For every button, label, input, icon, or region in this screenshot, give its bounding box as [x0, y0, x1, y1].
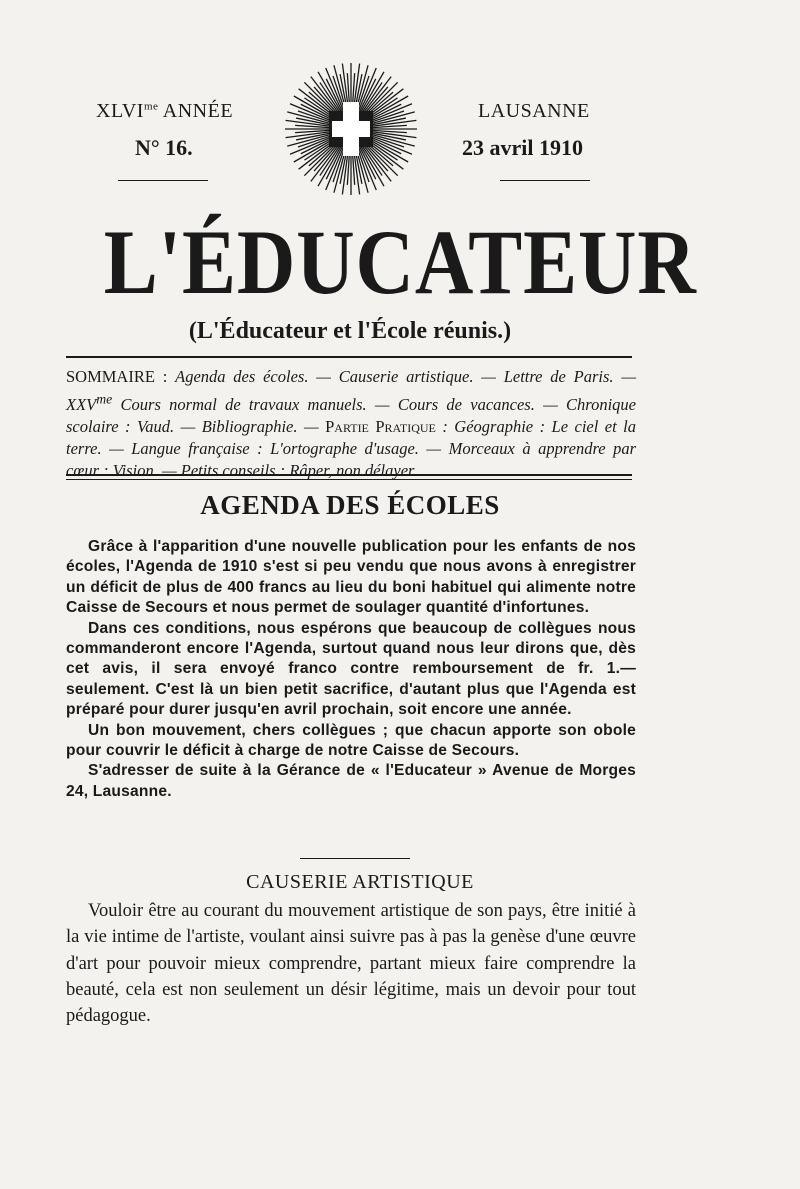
agenda-heading: AGENDA DES ÉCOLES: [200, 490, 500, 520]
partie-pratique: Partie Pratique: [325, 416, 436, 436]
causerie-paragraph: Vouloir être au courant du mouvement artistique de son pays, être initié à la vie intime de l'artiste, voulant ainsi suivre pas à pas la genèse d'une œuvre d'art pour pouvoir mieux comprendre, partant mieux faire comprendre la beauté, cela est non seulement un désir légitime, mais un devoir pour tout pédagogue.: [66, 901, 636, 1027]
radiant-cross-icon: [282, 60, 420, 198]
header-rule-left: [118, 180, 208, 181]
causerie-body: [66, 898, 636, 1029]
divider: [66, 474, 632, 476]
header-rule-right: [500, 180, 590, 181]
agenda-paragraph: Dans ces conditions, nous espérons que beaucoup de collègues nous commanderont encore l'Agenda, surtout quand nous leur dirons que, dès cet avis, il sera envoyé franco contre remboursement de fr. 1.— seulement. C'est là un bien petit sacrifice, d'autant plus que l'Agenda est préparé pour durer jusqu'en avril prochain, soit encore une année.: [66, 619, 636, 719]
causerie-heading: CAUSERIE ARTISTIQUE: [246, 871, 474, 893]
masthead-subtitle: (L'Éducateur et l'École réunis.): [188, 318, 512, 344]
agenda-body: [66, 537, 636, 802]
section-divider: [300, 858, 410, 859]
table-of-contents: SOMMAIRE : Agenda des écoles. — Causerie artistique. — Lettre de Paris. — $XXV^{me}$ Cours normal de travaux manuels. — Cours de vacances. — Chronique scolaire : Vaud. — Bibliographie. — Partie Pratique : Géographie : Le ciel et la terre. — Langue française : L'ortographe d'usage. — Morceaux à apprendre par cœur : Vision. — Petits conseils : Râper, non délayer.: [66, 367, 637, 480]
issue-number: N° 16.: [135, 135, 193, 160]
agenda-paragraph: S'adresser de suite à la Gérance de « l'Educateur » Avenue de Morges 24, Lausanne.: [66, 762, 636, 800]
masthead-title: L'ÉDUCATEUR: [103, 211, 697, 313]
agenda-paragraph: Grâce à l'apparition d'une nouvelle publication pour les enfants de nos écoles, l'Agenda de 1910 s'est si peu vendu que nous avons à enregistrer un déficit de plus de 400 francs au lieu du boni habituel qui alimente notre Caisse de Secours et nous permet de soulager quantité d'infortunes.: [66, 538, 636, 617]
sommaire-label: SOMMAIRE :: [66, 367, 168, 386]
agenda-paragraph: Un bon mouvement, chers collègues ; que chacun apporte son obole pour couvrir le déficit à charge de notre Caisse de Secours.: [66, 721, 636, 760]
divider: [66, 356, 632, 358]
year-label: $XLVI^{me}$ ANNÉE: [96, 100, 234, 122]
divider: [66, 479, 632, 480]
city: LAUSANNE: [478, 100, 590, 122]
issue-date: 23 avril 1910: [462, 135, 583, 160]
